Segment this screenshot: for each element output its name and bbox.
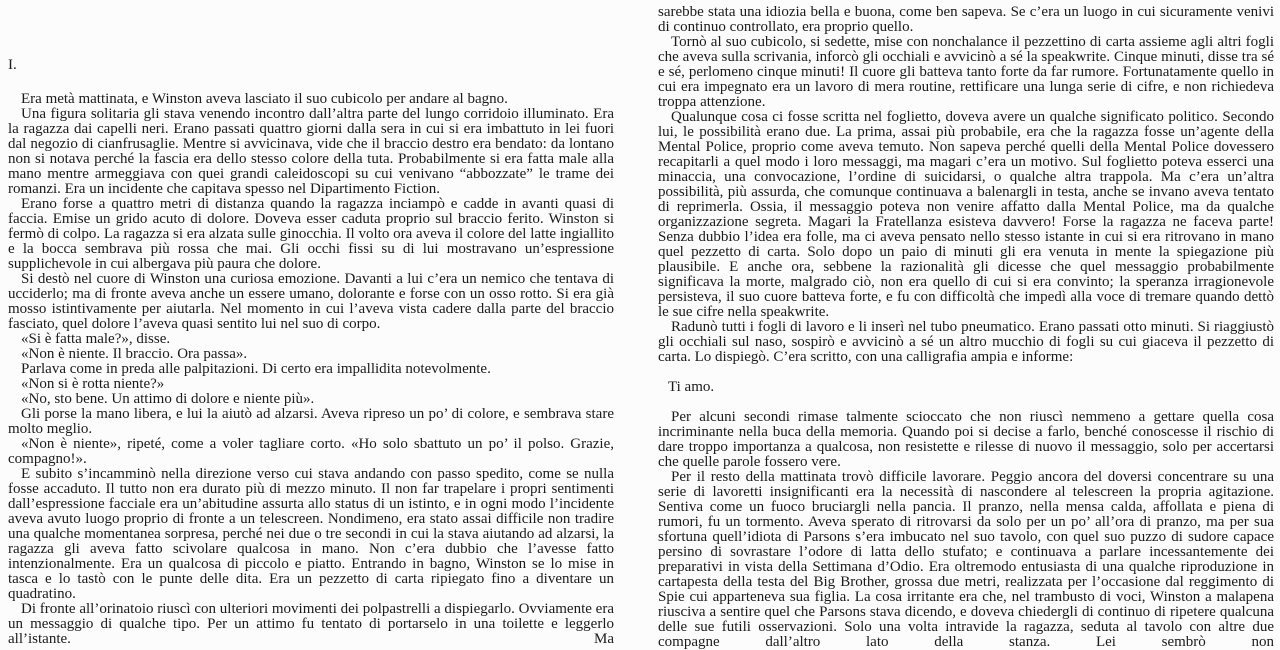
dialogue-paragraph: «No, sto bene. Un attimo di dolore e niente più». [21, 391, 315, 407]
dialogue-paragraph: «Non si è rotta niente?» [21, 376, 165, 392]
paragraph: E subito s’incamminò nella direzione verso cui stava andando con passo spedito, come se nulla fosse accaduto. Il tutto non era durato più di mezzo minuto. Il non far trapelare i propri sentimenti dall’espressione facciale era un’abitudine assurta allo status di un istinto, e in ogni modo l’incidente aveva avuto luogo proprio di fronte a un telescreen. Nondimeno, era stato assai difficile non tradire una qualche momentanea sorpresa, perché nei due o tre secondi in cui la stava aiutando ad alzarsi, la ragazza gli aveva fatto scivolare qualcosa in mano. Non c’era dubbio che l’avesse fatto intenzionalmente. Era un qualcosa di piccolo e piatto. Entrando in bagno, Winston se lo mise in tasca e lo tastò con le punte delle dita. Era un pezzetto di carta ripiegato fino a diventare un quadratino. [8, 466, 614, 602]
note-message-line: Ti amo. [668, 379, 715, 395]
paragraph: Per il resto della mattinata trovò difficile lavorare. Peggio ancora del doversi concentrare su una serie di lavoretti insignificanti era la necessità di nascondere al telescreen la propria agitazione. Sentiva come un fuoco bruciargli nella pancia. Il pranzo, nella mensa calda, affollata e piena di rumori, fu un tormento. Aveva sperato di ritrovarsi da solo per un po’ all’ora di pranzo, ma per sua sfortuna quell’idiota di Parsons s’era imbucato nel suo tavolo, con quel suo puzzo di sudore capace persino di sovrastare l’odore di latta dello stufato; e continuava a parlare incessantemente dei preparativi in vista della Settimana d’Odio. Era oltremodo entusiasta di una qualche riproduzione in cartapesta della testa del Big Brother, grossa due metri, realizzata per l’occasione dal reggimento di Spie cui apparteneva sua figlia. La cosa irritante era che, nel trambusto di voci, Winston a malapena riusciva a sentire quel che Parsons stava dicendo, e doveva chiedergli di continuo di ripetere qualcuna delle sue futili osservazioni. Solo una volta intravide la ragazza, seduta al tavolo con altre due compagne dall’altro lato della stanza. Lei sembrò non [658, 469, 1274, 650]
dialogue-paragraph: «Non è niente», ripeté, come a voler tagliare corto. «Ho solo sbattuto un po’ il polso. Grazie, compagno!». [8, 436, 614, 467]
chapter-heading: I. [8, 57, 17, 73]
paragraph: Tornò al suo cubicolo, si sedette, mise con nonchalance il pezzettino di carta assieme agli altri fogli che aveva sulla scrivania, inforcò gli occhiali e avvicinò a sé la speakwrite. Cinque minuti, disse tra sé e sé, perlomeno cinque minuti! Il cuore gli batteva tanto forte da far rumore. Fortunatamente quello in cui era impegnato era un lavoro di mera routine, rettificare una lunga serie di cifre, e non richiedeva troppa attenzione. [658, 34, 1274, 110]
paragraph: Radunò tutti i fogli di lavoro e li inserì nel tubo pneumatico. Erano passati otto minuti. Si riaggiustò gli occhiali sul naso, sospirò e avvicinò a sé un altro mucchio di fogli su cui giaceva il pezzetto di carta. Lo dispiegò. C’era scritto, con una calligrafia ampia e informe: [658, 319, 1274, 365]
paragraph: Erano forse a quattro metri di distanza quando la ragazza inciampò e cadde in avanti quasi di faccia. Emise un grido acuto di dolore. Doveva esser caduta proprio sul braccio ferito. Winston si fermò di colpo. La ragazza si era alzata sulle ginocchia. Il volto ora aveva il colore del latte ingiallito e la bocca sembrava più rossa che mai. Gli occhi fissi su di lui mostravano un’espressione supplichevole in cui albergava più paura che dolore. [8, 196, 614, 272]
paragraph: Una figura solitaria gli stava venendo incontro dall’altra parte del lungo corridoio illuminato. Era la ragazza dai capelli neri. Erano passati quattro giorni dalla sera in cui si era imbattuto in lei fuori dal negozio di cianfrusaglie. Mentre si avvicinava, vide che il braccio destro era bendato: da lontano non si notava perché la fascia era dello stesso colore della tuta. Probabilmente si era fatta male alla mano mentre armeggiava con quei grandi caleidoscopi su cui venivano “abbozzate” le trame dei romanzi. Era un incidente che capitava spesso nel Dipartimento Fiction. [8, 106, 614, 197]
right-page-column [658, 5, 1274, 650]
paragraph: Gli porse la mano libera, e lui la aiutò ad alzarsi. Aveva ripreso un po’ di colore, e sembrava stare molto meglio. [8, 406, 614, 437]
paragraph: Qualunque cosa ci fosse scritta nel foglietto, doveva avere un qualche significato politico. Secondo lui, le possibilità erano due. La prima, assai più probabile, era che la ragazza fosse un’agente della Mental Police, proprio come aveva temuto. Non sapeva perché quelli della Mental Police dovessero recapitarli a quel modo i loro messaggi, ma magari c’era un motivo. Sul foglietto poteva esserci una minaccia, una convocazione, l’ordine di suicidarsi, o qualche altra trappola. Ma c’era un’altra possibilità, più assurda, che comunque continuava a balenargli in testa, anche se invano aveva tentato di reprimerla. Ossia, il messaggio poteva non venire affatto dalla Mental Police, ma da qualche organizzazione segreta. Magari la Fratellanza esisteva davvero! Forse la ragazza ne faceva parte! Senza dubbio l’idea era folle, ma ci aveva pensato nello stesso istante in cui si era ritrovano in mano quel pezzetto di carta. Solo dopo un paio di minuti gli era venuta in mente la spiegazione più plausibile. E anche ora, sebbene la razionalità gli dicesse che quel messaggio probabilmente significava la morte, malgrado ciò, non era quello di cui si era convinto; la speranza irragionevole persisteva, il suo cuore batteva forte, e fu con difficoltà che impedì alla voce di tremare quando dettò le sue cifre nella speakwrite. [658, 109, 1274, 320]
left-page-column [8, 58, 614, 647]
continuation-paragraph: sarebbe stata una idiozia bella e buona, come ben sapeva. Se c’era un luogo in cui sicuramente venivi di continuo controllato, era proprio quello. [658, 4, 1274, 35]
paragraph: Parlava come in preda alle palpitazioni. Di certo era impallidita notevolmente. [21, 361, 491, 377]
paragraph: Si destò nel cuore di Winston una curiosa emozione. Davanti a lui c’era un nemico che tentava di ucciderlo; ma di fronte aveva anche un essere umano, dolorante e forse con un osso rotto. Si era già mosso istintivamente per aiutarla. Nel momento in cui l’aveva vista cadere dalla parte del braccio fasciato, quel dolore l’aveva quasi sentito lui nel suo di corpo. [8, 271, 614, 332]
paragraph: Di fronte all’orinatoio riuscì con ulteriori movimenti dei polpastrelli a dispiegarlo. Ovviamente era un messaggio di qualche tipo. Per un attimo fu tentato di portarselo in una toilette e leggerlo all’istante. Ma [8, 601, 614, 647]
dialogue-paragraph: «Si è fatta male?», disse. [21, 331, 171, 347]
dialogue-paragraph: «Non è niente. Il braccio. Ora passa». [21, 346, 248, 362]
paragraph: Per alcuni secondi rimase talmente scioccato che non riuscì nemmeno a gettare quella cosa incriminante nella buca della memoria. Quando poi si decise a farlo, benché conoscesse il rischio di dare troppo importanza a qualcosa, non resistette e rilesse di nuovo il messaggio, solo per accertarsi che quelle parole fossero vere. [658, 409, 1274, 470]
paragraph: Era metà mattinata, e Winston aveva lasciato il suo cubicolo per andare al bagno. [21, 91, 508, 107]
